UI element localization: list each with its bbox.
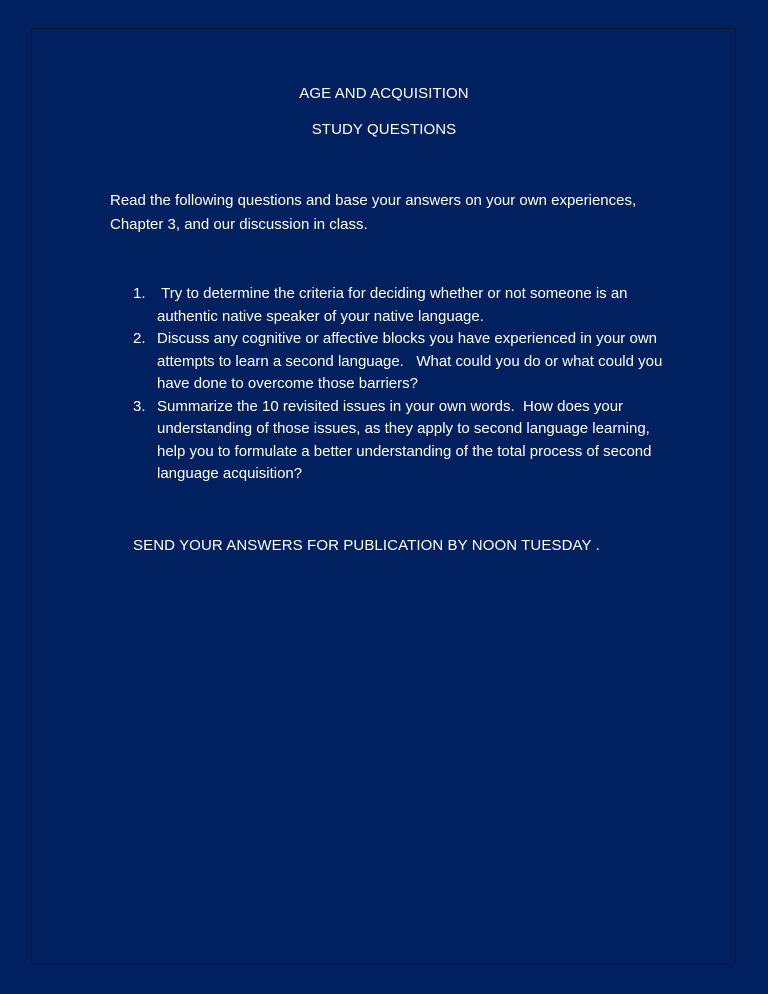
question-number: 3. bbox=[133, 397, 146, 415]
intro-paragraph: Read the following questions and base your answers on your own experiences, Chapter 3, and our discussion in class. bbox=[110, 192, 637, 233]
document-title: AGE AND ACQUISITION bbox=[299, 85, 469, 102]
question-list bbox=[133, 283, 678, 486]
question-number: 2. bbox=[133, 330, 146, 347]
closing-instruction: SEND YOUR ANSWERS FOR PUBLICATION BY NOON TUESDAY . bbox=[133, 537, 600, 554]
question-text: Summarize the 10 revisited issues in your own words. How does your understanding of those issues, as they apply to second language learning, help you to formulate a better understanding of the total process of second language acquisition? bbox=[157, 397, 656, 482]
question-item bbox=[133, 283, 678, 328]
question-item bbox=[133, 396, 678, 486]
question-number: 1. bbox=[133, 285, 146, 302]
question-item bbox=[133, 328, 678, 396]
page-border bbox=[31, 28, 736, 964]
question-text: Discuss any cognitive or affective blocks you have experienced in your own attempts to learn a second language. What could you do or what could you have done to overcome those barriers? bbox=[157, 330, 667, 392]
question-text: Try to determine the criteria for deciding whether or not someone is an authentic native speaker of your native language. bbox=[157, 285, 632, 325]
document-subtitle: STUDY QUESTIONS bbox=[311, 121, 457, 138]
